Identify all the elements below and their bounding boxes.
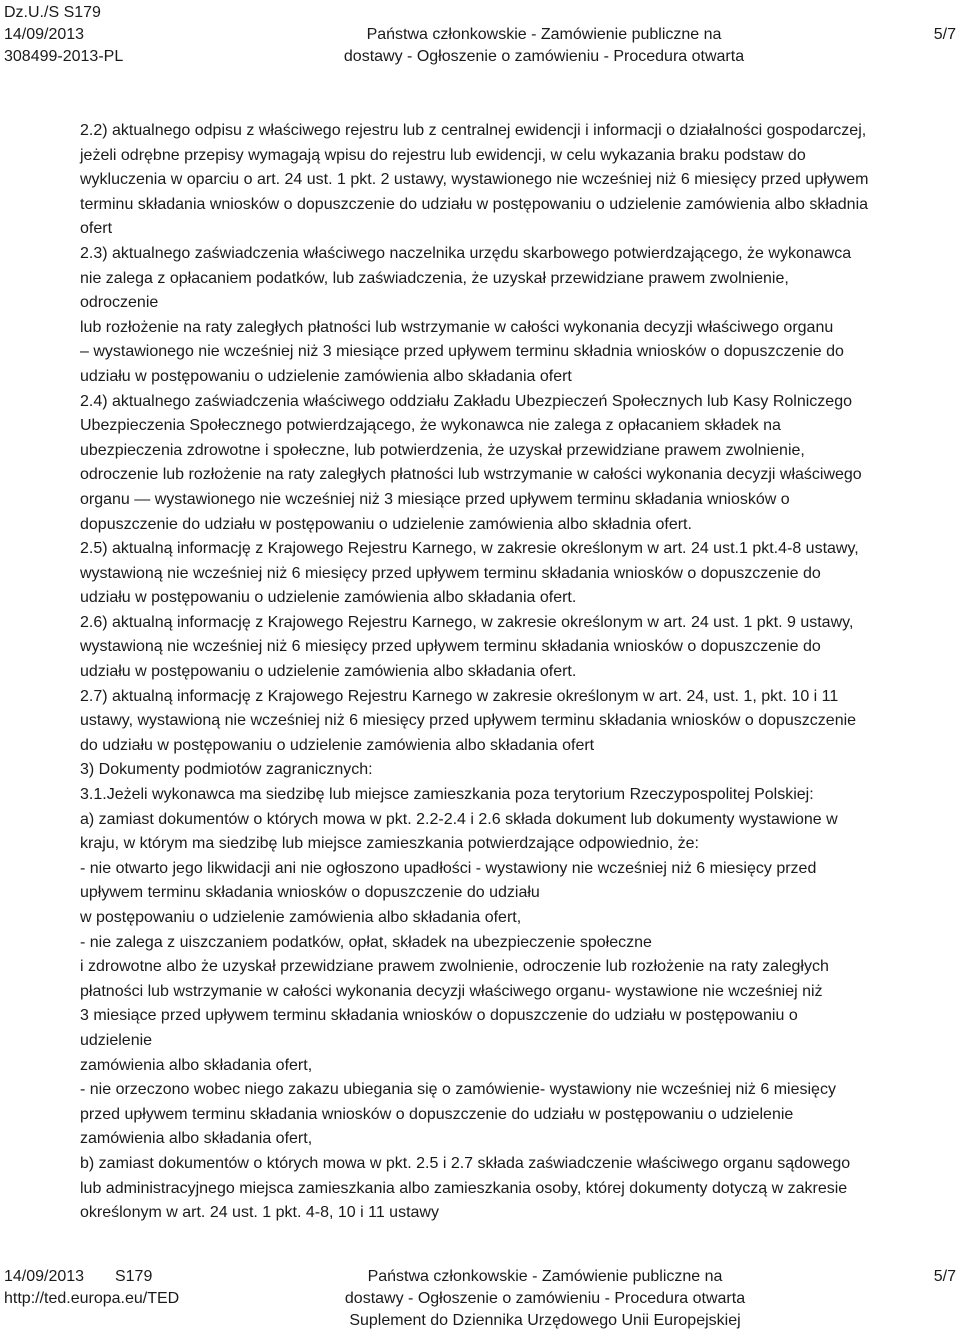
body-line: 3) Dokumenty podmiotów zagranicznych: — [80, 761, 373, 779]
body-line: udziału w postępowaniu o udzielenie zamówienia albo składania ofert — [80, 367, 572, 385]
body-line: terminu składania wniosków o dopuszczenie do udziału w postępowaniu o udzielenie zamówienia albo składnia — [80, 195, 869, 213]
body-line: odroczenie — [80, 294, 159, 312]
body-line: ubezpieczenia zdrowotne i społeczne, lub potwierdzenia, że uzyskał przewidziane prawem zwolnienie, — [80, 441, 805, 459]
body-line: udziału w postępowaniu o udzielenie zamówienia albo składania ofert. — [80, 589, 577, 607]
body-line: 2.2) aktualnego odpisu z właściwego rejestru lub z centralnej ewidencji i informacji o działalności gospodarczej, — [80, 122, 867, 139]
body-line: – wystawionego nie wcześniej niż 3 miesiące przed upływem terminu składnia wniosków o dopuszczenie do — [80, 343, 844, 361]
body-line: lub rozłożenie na raty zaległych płatności lub wstrzymanie w całości wykonania decyzji właściwego organu — [80, 318, 834, 336]
page-header — [0, 0, 960, 70]
body-line: wystawioną nie wcześniej niż 6 miesięcy przed upływem terminu składania wniosków o dopuszczenie do — [80, 564, 821, 582]
body-line: 2.6) aktualną informację z Krajowego Rejestru Karnego, w zakresie określonym w art. 24 ust. 1 pkt. 9 ustawy, — [80, 613, 854, 631]
body-line: organu — wystawionego nie wcześniej niż 3 miesiące przed upływem terminu składania wniosków o — [80, 490, 790, 508]
body-line: a) zamiast dokumentów o których mowa w pkt. 2.2-2.4 i 2.6 składa dokument lub dokumenty wystawione w — [80, 810, 838, 828]
body-line: i zdrowotne albo że uzyskał przewidziane prawem zwolnienie, odroczenie lub rozłożenie na raty zaległych — [80, 958, 829, 976]
body-line: jeżeli odrębne przepisy wymagają wpisu do rejestru lub ewidencji, w celu wykazania braku podstaw do — [80, 146, 806, 164]
body-line: przed upływem terminu składania wniosków o dopuszczenie do udziału w postępowaniu o udzielenie — [80, 1105, 794, 1123]
body-line: nie zalega z opłacaniem podatków, lub zaświadczenia, że uzyskał przewidziane prawem zwolnienie, — [80, 269, 789, 287]
body-line: upływem terminu składania wniosków o dopuszczenie do udziału — [80, 884, 540, 902]
body-line: płatności lub wstrzymanie w całości wykonania decyzji właściwego organu- wystawione nie wcześniej niż — [80, 982, 823, 1000]
footer-left — [4, 1266, 179, 1310]
doc-reference: Dz.U./S S179 — [4, 4, 101, 21]
body-line: - nie zalega z uiszczaniem podatków, opłat, składek na ubezpieczenie społeczne — [80, 933, 652, 951]
document-body — [80, 119, 946, 1226]
body-line: b) zamiast dokumentów o których mowa w pkt. 2.5 i 2.7 składa zaświadczenie właściwego organu sądowego — [80, 1154, 851, 1172]
body-line: w postępowaniu o udzielenie zamówienia albo składania ofert, — [80, 909, 522, 926]
footer-page-number: 5/7 — [933, 1268, 956, 1285]
body-line: określonym w art. 24 ust. 1 pkt. 4-8, 10 i 11 ustawy — [80, 1204, 439, 1222]
footer-title-line3: Suplement do Dziennika Urzędowego Unii Europejskiej — [349, 1312, 741, 1329]
footer-title — [310, 1266, 780, 1332]
body-line: do udziału w postępowaniu o udzielenie zamówienia albo składania ofert — [80, 736, 595, 754]
body-line: udzielenie — [80, 1031, 153, 1049]
footer-url-link[interactable]: http://ted.europa.eu/TED — [4, 1290, 180, 1307]
footer-title-line2: dostawy - Ogłoszenie o zamówieniu - Procedura otwarta — [344, 1290, 746, 1307]
body-line: wykluczenia w oparciu o art. 24 ust. 1 pkt. 2 ustawy, wystawionego nie wcześniej niż 6 miesięcy przed upływem — [80, 171, 869, 189]
body-line: wystawioną nie wcześniej niż 6 miesięcy przed upływem terminu składania wniosków o dopuszczenie do — [80, 638, 821, 656]
page-footer — [0, 1264, 960, 1334]
body-line: 2.4) aktualnego zaświadczenia właściwego oddziału Zakładu Ubezpieczeń Społecznych lub Kasy Rolniczego — [80, 392, 852, 410]
body-line: Ubezpieczenia Społecznego potwierdzającego, że wykonawca nie zalega z opłacaniem składek na — [80, 417, 781, 435]
body-line: 3.1.Jeżeli wykonawca ma siedzibę lub miejsce zamieszkania poza terytorium Rzeczypospolitej Polskiej: — [80, 786, 814, 804]
body-line: 2.7) aktualną informację z Krajowego Rejestru Karnego w zakresie określonym w art. 24, ust. 1, pkt. 10 i 11 — [80, 687, 839, 705]
header-left — [4, 2, 123, 68]
footer-date-series — [4, 1266, 179, 1288]
footer-date: 14/09/2013 — [4, 1268, 85, 1285]
body-line: kraju, w którym ma siedzibę lub miejsce zamieszkania potwierdzające odpowiednio, że: — [80, 835, 699, 853]
body-line: zamówienia albo składania ofert, — [80, 1056, 313, 1074]
body-line: udziału w postępowaniu o udzielenie zamówienia albo składania ofert. — [80, 663, 577, 681]
body-line: ofert — [80, 220, 113, 238]
body-line: 2.3) aktualnego zaświadczenia właściwego naczelnika urzędu skarbowego potwierdzającego, że wykonawca — [80, 244, 852, 262]
header-title — [334, 24, 754, 68]
header-page-number: 5/7 — [933, 26, 956, 43]
body-line: dopuszczenie do udziału w postępowaniu o udzielenie zamówienia albo składnia ofert. — [80, 515, 692, 533]
footer-title-line1: Państwa członkowskie - Zamówienie publiczne na — [367, 1268, 723, 1285]
body-line: - nie otwarto jego likwidacji ani nie ogłoszono upadłości - wystawiony nie wcześniej niż 6 miesięcy przed — [80, 859, 817, 877]
footer-series: S179 — [114, 1268, 153, 1285]
header-date: 14/09/2013 — [4, 26, 85, 43]
body-line: 2.5) aktualną informację z Krajowego Rejestru Karnego, w zakresie określonym w art. 24 ust.1 pkt.4-8 ustawy, — [80, 540, 859, 558]
body-line: lub administracyjnego miejsca zamieszkania albo zamieszkania osoby, której dokumenty dotyczą w zakresie — [80, 1179, 848, 1197]
notice-id: 308499-2013-PL — [4, 48, 124, 65]
header-title-line2: dostawy - Ogłoszenie o zamówieniu - Procedura otwarta — [343, 48, 745, 65]
body-line: 3 miesiące przed upływem terminu składania wniosków o dopuszczenie do udziału w postępowaniu o — [80, 1007, 798, 1025]
body-line: zamówienia albo składania ofert, — [80, 1130, 313, 1148]
header-title-line1: Państwa członkowskie - Zamówienie publiczne na — [366, 26, 722, 43]
body-line: ustawy, wystawioną nie wcześniej niż 6 miesięcy przed upływem terminu składania wniosków o dopuszczenie — [80, 712, 857, 730]
body-line: odroczenie lub rozłożenie na raty zaległych płatności lub wstrzymanie w całości wykonania decyzji właściwego — [80, 466, 862, 484]
body-line: - nie orzeczono wobec niego zakazu ubiegania się o zamówienie- wystawiony nie wcześniej niż 6 miesięcy — [80, 1081, 836, 1099]
